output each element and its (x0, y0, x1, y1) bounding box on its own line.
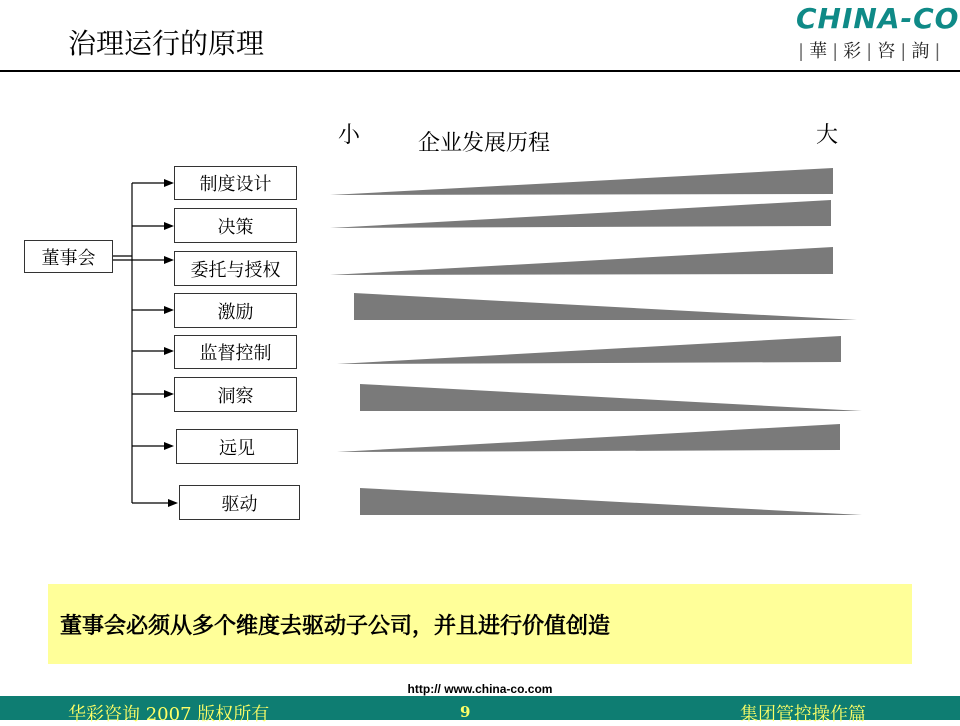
company-logo-subtitle: | 華 | 彩 | 咨 | 詢 | (798, 41, 943, 62)
wedge-decreasing (360, 488, 862, 515)
footer-copyright: 华彩咨询 2007 版权所有 (68, 704, 270, 725)
dimension-box-delegation: 委托与授权 (174, 251, 297, 286)
wedge-increasing (330, 247, 833, 275)
wedge-increasing (337, 424, 840, 452)
dimension-box-supervision: 监督控制 (174, 335, 297, 369)
wedge-decreasing (354, 293, 857, 320)
dimension-box-drive: 驱动 (179, 485, 300, 520)
footer-section: 集团管控操作篇 (740, 704, 866, 725)
dimension-box-vision: 远见 (176, 429, 298, 464)
scale-large-label: 大 (816, 123, 839, 148)
company-logo: CHINA-CO (796, 2, 960, 35)
root-node-board: 董事会 (24, 240, 113, 273)
dimension-box-insight: 洞察 (174, 377, 297, 412)
key-message-banner (48, 584, 912, 664)
wedge-decreasing (360, 384, 862, 411)
wedge-increasing (330, 168, 833, 195)
dimension-box-incentive: 激励 (174, 293, 297, 328)
wedge-increasing (337, 336, 841, 364)
page-number: 9 (460, 703, 471, 721)
wedge-increasing (330, 200, 831, 228)
scale-small-label: 小 (338, 123, 361, 148)
website-url[interactable]: http:// www.china-co.com (407, 682, 553, 696)
dimension-box-decision: 决策 (174, 208, 297, 243)
scale-caption: 企业发展历程 (418, 131, 551, 156)
page-title: 治理运行的原理 (68, 27, 265, 60)
key-message-text: 董事会必须从多个维度去驱动子公司，并且进行价值创造 (60, 613, 611, 639)
dimension-box-system-design: 制度设计 (174, 166, 297, 200)
trend-wedges (330, 168, 862, 515)
connector-lines (113, 183, 176, 503)
